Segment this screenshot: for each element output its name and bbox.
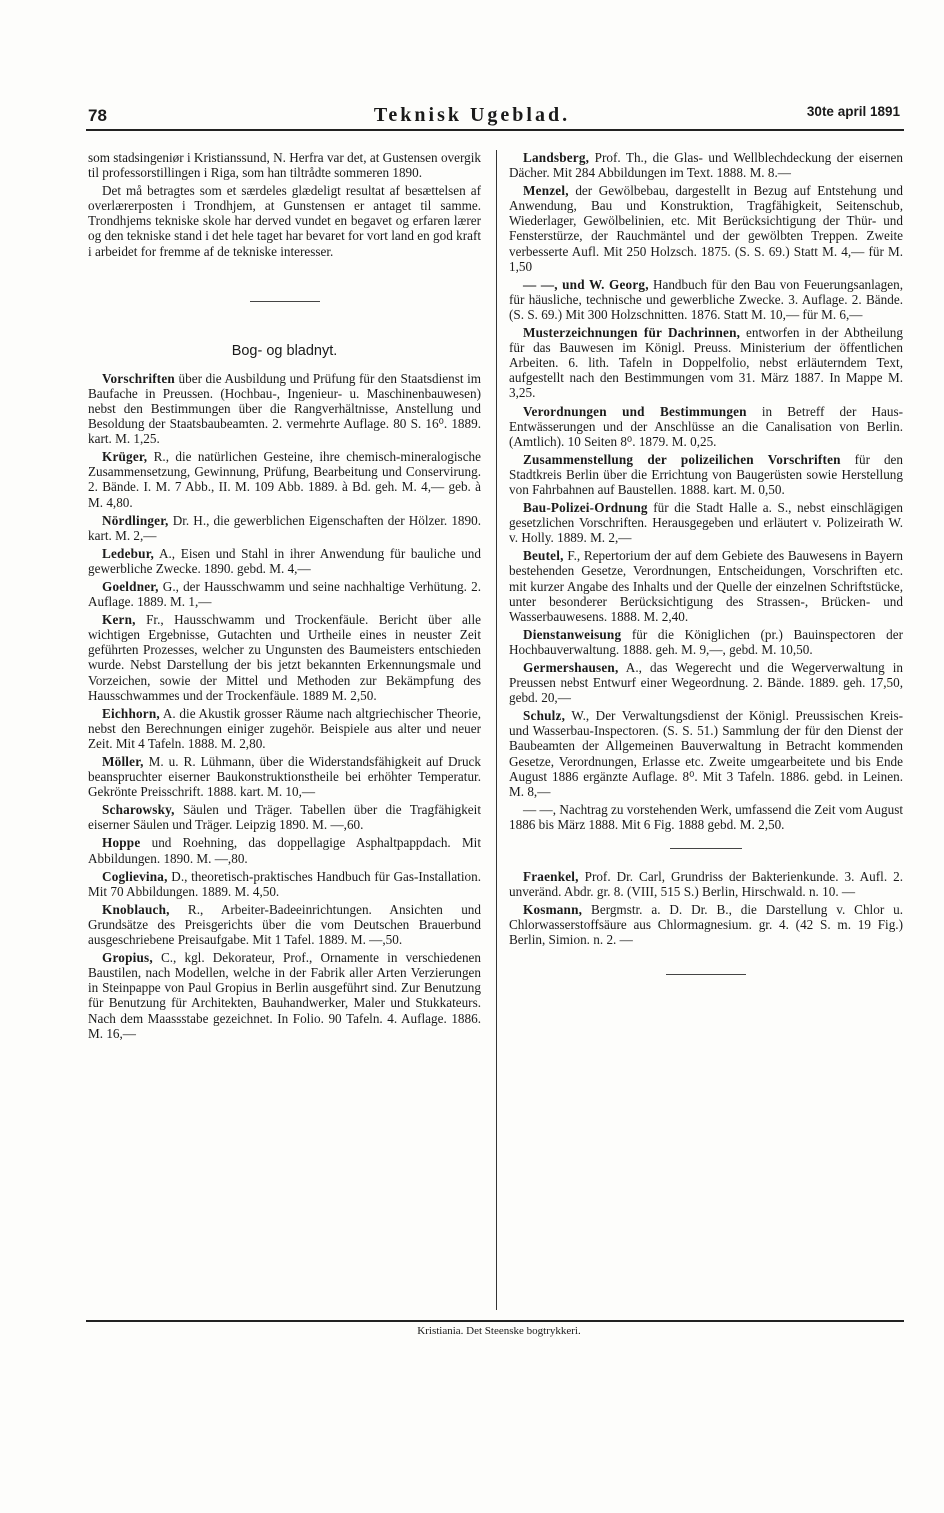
section-title: Bog- og bladnyt. [231, 342, 338, 359]
entry-author: — —, und W. Georg, [523, 276, 649, 292]
section-divider [250, 301, 320, 302]
bibliography-entry [509, 452, 903, 497]
section-divider [666, 974, 746, 975]
entry-author: Eichhorn, [102, 705, 160, 721]
bibliography-entry [509, 627, 903, 657]
bibliography-entry [509, 548, 903, 623]
entry-text: Prof. Th., die Glas- und Wellblechdeckung der eisernen Dächer. Mit 284 Abbildungen im Text. 1888. M. 8.— [509, 150, 903, 181]
bibliography-entry [509, 150, 903, 180]
bibliography-entry [509, 404, 903, 449]
entry-text: in Betreff der Haus-Entwässerungen und der Anschlüsse an die Canalisation von Berlin. (Amtlich). 10 Seiten 8⁰. 1879. M. 0,25. [509, 403, 903, 449]
bibliography-entry [509, 902, 903, 947]
entry-text: Bergmstr. a. D. Dr. B., die Darstellung v. Chlor u. Chlorwasserstoffsäure aus Chlormagnesium. gr. 4. (42 S. m. 19 Fig.) Berlin, Simion. n. 2. — [509, 902, 903, 948]
entry-author: Menzel, [523, 183, 569, 199]
entry-author: Nördlinger, [102, 512, 169, 528]
intro-paragraph: som stadsingeniør i Kristianssund, N. Herfra var det, at Gustensen overgik til professorstillingen i Riga, som han tiltrådte sommeren 1890. [88, 150, 481, 181]
right-entries [509, 150, 903, 832]
footer-rule [86, 1320, 904, 1322]
entry-author: Germershausen, [523, 660, 619, 675]
entry-author: Knoblauch, [102, 901, 170, 917]
bibliography-entry [88, 449, 481, 509]
bibliography-entry [509, 183, 903, 274]
bibliography-entry [509, 802, 903, 832]
entry-author: Kern, [102, 612, 136, 628]
entry-author: Beutel, [523, 548, 564, 564]
entry-text: C., kgl. Dekorateur, Prof., Ornamente in verschiedenen Baustilen, nach Modellen, welche in der Fabrik aller Arten Verzierungen in Steinpappe von Paul Gropius in Berlin ausgeführt sind. Zur Benutzung für Benutzung für Architekten, Bauhandwerker, Maler und Stukkateurs. Nach dem Maassstabe gezeichnet. In Folio. 90 Tafeln. 4. Auflage. 1886. M. 16,— [88, 950, 481, 1041]
entry-text: Prof. Dr. Carl, Grundriss der Bakterienkunde. 3. Aufl. 2. unveränd. Abdr. gr. 8. (VIII, 515 S.) Berlin, Hirschwald. n. 10. — [509, 869, 903, 900]
entry-text: F., Repertorium der auf dem Gebiete des Bauwesens in Bayern bestehenden Gesetze, Verordnungen, Entscheidungen, Vorschriften etc. mit kurzer Angabe des Inhalts und der Quelle der einzelnen Schriftstücke, unter besonderer Berücksichtigung des Strassen-, Brücken- und Wasserbauwesens. 1888. M. 2,40. [509, 548, 903, 624]
bibliography-entry [88, 579, 481, 609]
bibliography-entry [88, 546, 481, 576]
bibliography-entry [88, 869, 481, 899]
issue-date: 30te april 1891 [806, 104, 900, 119]
bibliography-entry [509, 500, 903, 545]
entry-author: Landsberg, [523, 150, 590, 165]
section-divider [670, 848, 742, 849]
bibliography-entry [88, 950, 481, 1041]
bibliography-entry [88, 754, 481, 799]
entry-author: Bau-Polizei-Ordnung [523, 500, 648, 516]
left-column [88, 150, 481, 1044]
masthead-title: Teknisk Ugeblad. [373, 104, 571, 126]
entry-text: — —, Nachtrag zu vorstehenden Werk, umfassend die Zeit vom August 1886 bis März 1888. Mit 6 Fig. 1888 gebd. M. 2,50. [509, 801, 903, 832]
entry-text: Säulen und Träger. Tabellen über die Tragfähigkeit eiserner Säulen und Träger. Leipzig 1890. M. —,60. [88, 802, 481, 833]
entry-text: A., Eisen und Stahl in ihrer Anwendung für bauliche und gewerbliche Zwecke. 1890. gebd. M. 4,— [88, 545, 481, 576]
bibliography-entry [88, 802, 481, 832]
entry-text: M. u. R. Lühmann, über die Widerstandsfähigkeit auf Druck beanspruchter eiserner Baukonstruktionstheile bei erhöhter Temperatur. Gekrönte Preisschrift. 1888. kart. M. 10,— [88, 754, 481, 800]
entry-text: Fr., Hausschwamm und Trockenfäule. Bericht über alle wichtigen Ergebnisse, Gutachten und Urtheile eines in neuster Zeit geführten Prozesses, welcher zu Ungunsten des Baumeisters entschieden wurde. Nebst Darstellung der bis jetzt bekannten Erkennungsmale und Vorzeichen, sowie der Mittel und Methoden zur Bekämpfung des Hausschwammes und der Trockenfäule. 1889 M. 2,50. [88, 612, 481, 703]
page-number: 78 [88, 106, 107, 125]
entry-text: G., der Hausschwamm und seine nachhaltige Verhütung. 2. Auflage. 1889. M. 1,— [88, 578, 481, 610]
entry-author: Zusammenstellung der polizeilichen Vorschriften [523, 451, 841, 467]
entry-author: Dienstanweisung [523, 626, 622, 642]
bibliography-entry [88, 612, 481, 703]
entry-text: W., Der Verwaltungsdienst der Königl. Preussischen Kreis- und Wasserbau-Inspectoren. (S. S. 51.) Sammlung der für den Dienst der Baubeamten der Allgemeinen Bauverwaltung in Betracht kommenden Gesetze, Verordnungen, Erlasse etc. Zweite umgearbeitete und bis Ende August 1886 ergänzte Auflage. 8⁰. Mit 3 Tafeln. 1886. gebd. in Leinen. M. 8,— [509, 708, 903, 799]
entry-author: Scharowsky, [102, 802, 175, 818]
entry-text: der Gewölbebau, dargestellt in Bezug auf Entstehung und Anwendung, Bau und Konstruktion, Tragfähigkeit, Seitenschub, Wiederlager, Gewölbelinien, etc. Mit Berücksichtigung der Thür- und Fensterstürze, der Rauchmäntel und der gewölbten Treppen. Zweite verbesserte Aufl. Mit 250 Holzsch. 1875. (S. S. 69.) Statt M. 4,— für M. 1,50 [509, 183, 903, 274]
entry-text: über die Ausbildung und Prüfung für den Staatsdienst im Baufache in Preussen. (Hochbau-, Ingenieur- u. Maschinenbauwesen) nebst den Bestimmungen über die Rangverhältnisse, Anstellung und Besoldung der Staatsbaubeamten. 2. vermehrte Auflage. 80 S. 16⁰. 1889. kart. M. 1,25. [88, 370, 481, 447]
entry-text: Handbuch für den Bau von Feuerungsanlagen, für häusliche, technische und gewerbliche Zwecke. 3. Auflage. 2. Bände. (S. S. 69.) Mit 300 Holzschnitten. 1876. Statt M. 10,— für M. 6,— [509, 276, 903, 322]
column-divider [496, 150, 497, 1310]
right-column [509, 150, 903, 975]
entry-author: Musterzeichnungen für Dachrinnen, [523, 325, 741, 341]
entry-author: Coglievina, [102, 868, 168, 884]
entry-author: Ledebur, [102, 545, 155, 561]
intro-paragraph: Det må betragtes som et særdeles glædeligt resultat af besættelsen af overlærerposten i Trondhjem, at Gunstensen er antaget til samme. Trondhjems tekniske skole har derved vundet en begavet og erfaren lærer og den tekniske stand i det hele taget har bevaret for vort land en god kraft i arbeidet for fremme af de tekniske interesser. [88, 183, 481, 259]
entry-text: D., theoretisch-praktisches Handbuch für Gas-Installation. Mit 70 Abbildungen. 1889. M. 4,50. [88, 868, 481, 899]
bibliography-entry [509, 660, 903, 705]
entry-text: und Roehning, das doppellagige Asphaltpappdach. Mit Abbildungen. 1890. M. —,80. [88, 835, 481, 866]
entry-text: A., das Wegerecht und die Wegerverwaltung in Preussen nebst Entwurf einer Wegeordnung. 2. Bände. 1889. geh. 17,50, gebd. 20,— [509, 660, 903, 706]
entry-author: Möller, [102, 754, 144, 769]
bibliography-entry [88, 706, 481, 751]
entry-text: Dr. H., die gewerblichen Eigenschaften der Hölzer. 1890. kart. M. 2,— [88, 512, 481, 543]
bibliography-entry [509, 869, 903, 899]
entry-text: A. die Akustik grosser Räume nach altgriechischer Theorie, nebst den Berechnungen einiger zugehör. Beispiele aus alter und neuer Zeit. Mit 4 Tafeln. 1888. M. 2,80. [88, 705, 481, 751]
bibliography-entry [88, 835, 481, 865]
entry-text: entworfen in der Abtheilung für das Bauwesen im Königl. Preuss. Ministerium der öffentlichen Arbeiten. 6. lith. Tafeln in Doppelfolio, nebst erläuterndem Text, aufgestellt nach den Bestimmungen vom 31. März 1887. In Mappe M. 3,25. [509, 325, 903, 401]
bibliography-entry [509, 708, 903, 799]
entry-author: Hoppe [102, 835, 141, 851]
bibliography-entry [509, 277, 903, 322]
bibliography-entry [88, 513, 481, 543]
entry-text: R., die natürlichen Gesteine, ihre chemisch-mineralogische Zusammensetzung, Gewinnung, Prüfung, Bearbeitung und Conservirung. 2. Bände. I. M. 7 Abb., II. M. 109 Abb. 1889. à Bd. geh. M. 4,— geb. à M. 4,80. [88, 449, 481, 510]
entry-text: für die Königlichen (pr.) Bauinspectoren der Hochbauverwaltung. 1888. geh. M. 9,—, gebd. M. 10,50. [509, 626, 903, 657]
left-entries [88, 371, 481, 1041]
entry-author: Goeldner, [102, 578, 159, 594]
entry-author: Kosmann, [523, 902, 583, 918]
entry-text: R., Arbeiter-Badeeinrichtungen. Ansichten und Grundsätze des Preisgerichts über die vom Deutschen Brauerbund ausgeschriebene Preisaufgabe. Mit 1 Tafel. 1889. M. —,50. [88, 901, 481, 948]
entry-author: Verordnungen und Bestimmungen [523, 403, 747, 419]
entry-author: Krüger, [102, 449, 148, 465]
footer-imprint: Kristiania. Det Steenske bogtrykkeri. [417, 1325, 581, 1337]
bibliography-entry [509, 325, 903, 400]
entry-author: Vorschriften [102, 370, 175, 386]
entry-author: Gropius, [102, 950, 153, 966]
entry-text: für den Stadtkreis Berlin über die Errichtung von Baugerüsten sowie Herstellung von Fahrbahnen auf Baustellen. 1888. kart. M. 0,50. [509, 451, 903, 497]
bibliography-entry [88, 371, 481, 446]
entry-text: für die Stadt Halle a. S., nebst einschlägigen gesetzlichen Vorschriften. Herausgegeben und erläutert v. Polizeirath W. v. Holly. 1889. M. 2,— [509, 500, 903, 546]
entry-author: Fraenkel, [523, 869, 579, 885]
right-entries-after-rule [509, 869, 903, 947]
bibliography-entry [88, 902, 481, 947]
header-rule [86, 129, 904, 131]
entry-author: Schulz, [523, 708, 566, 724]
